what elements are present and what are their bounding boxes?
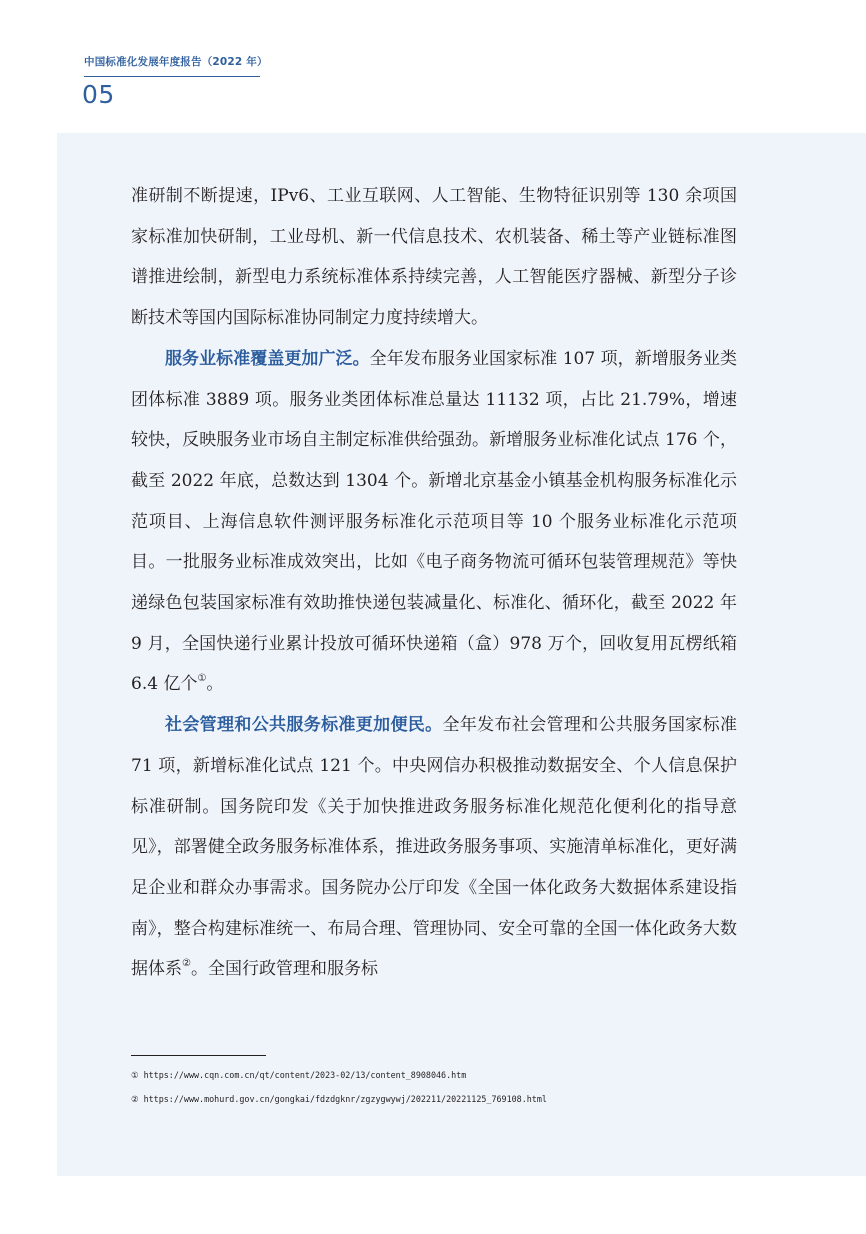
footnotes [131,1063,771,1111]
header-divider [84,76,260,77]
footnote-ref-1[interactable]: ① [197,673,207,685]
footnote-divider [131,1055,266,1056]
paragraph-2 [131,339,737,705]
paragraph-heading: 社会管理和公共服务标准更加便民。 [165,715,443,736]
paragraph-3 [131,705,737,990]
paragraph-text: 全年发布服务业国家标准 107 项，新增服务业类团体标准 3889 项。服务业类团体标准总量达 11132 项，占比 21.79%，增速较快，反映服务业市场自主制定标准供给强劲。新增服务业标准化试点 176 个，截至 2022 年底，总数达到 1304 个。新增北京基金小镇基金机构服务标准化示范项目、上海信息软件测评服务标准化示范项目等 10 个服务业标准化示范项目。一批服务业标准成效突出，比如《电子商务物流可循环包装管理规范》等快递绿色包装国家标准有效助推快递包装减量化、标准化、循环化，截至 2022 年 9 月，全国快递行业累计投放可循环快递箱（盒）978 万个，回收复用瓦楞纸箱 6.4 亿个 [131,348,737,695]
footnote-link[interactable]: https://www.mohurd.gov.cn/gongkai/fdzdgknr/zgzygwywj/202211/20221125_769108.html [143,1094,547,1104]
report-title: 中国标准化发展年度报告（2022 年） [84,56,268,68]
footnote-link[interactable]: https://www.cqn.com.cn/qt/content/2023-02/13/content_8908046.htm [143,1070,467,1080]
paragraph-end: 。 [206,674,224,695]
body-text [131,176,737,990]
paragraph-text: 准研制不断提速，IPv6、工业互联网、人工智能、生物特征识别等 130 余项国家标准加快研制，工业母机、新一代信息技术、农机装备、稀土等产业链标准图谱推进绘制，新型电力系统标准体系持续完善，人工智能医疗器械、新型分子诊断技术等国内国际标准协同制定力度持续增大。 [131,186,737,329]
footnote-mark: ② [131,1094,139,1104]
footnote-ref-2[interactable]: ② [182,958,191,970]
paragraph-text: 全年发布社会管理和公共服务国家标准 71 项，新增标准化试点 121 个。中央网信办积极推动数据安全、个人信息保护标准研制。国务院印发《关于加快推进政务服务标准化规范化便利化的指导意见》，部署健全政务服务标准体系，推进政务服务事项、实施清单标准化，更好满足企业和群众办事需求。国务院办公厅印发《全国一体化政务大数据体系建设指南》，整合构建标准统一、布局合理、管理协同、安全可靠的全国一体化政务大数据体系 [131,715,737,980]
paragraph-heading: 服务业标准覆盖更加广泛。 [165,348,370,369]
footnote-2 [131,1087,771,1111]
paragraph-1 [131,176,737,339]
footnote-mark: ① [131,1070,139,1080]
page-number: 05 [82,80,115,109]
paragraph-text-continued: 。全国行政管理和服务标 [190,959,378,980]
report-header [84,54,268,77]
footnote-1 [131,1063,771,1087]
